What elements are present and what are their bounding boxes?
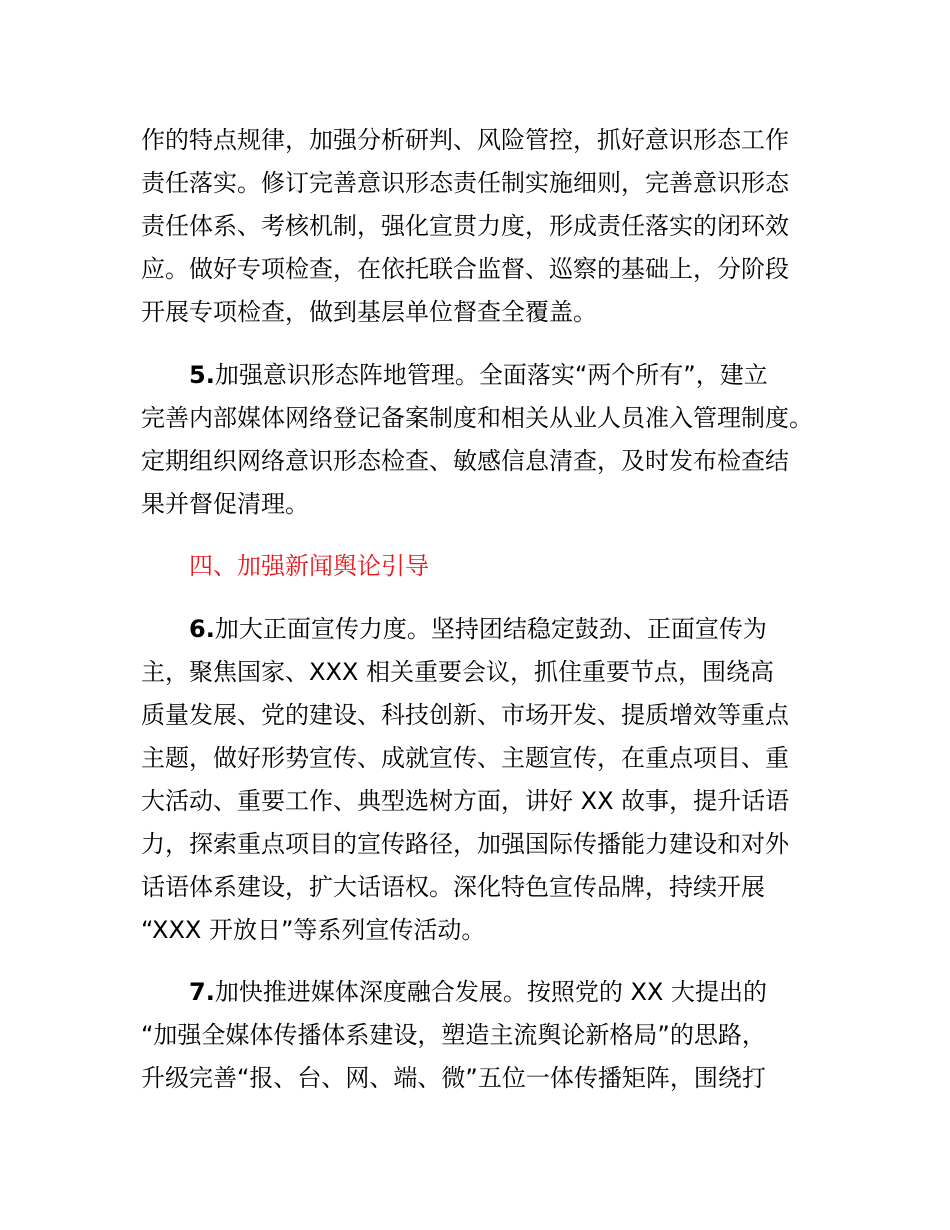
paragraph-line: 主，聚焦国家、XXX 相关重要会议，抓住重要节点，围绕高 [141, 658, 774, 686]
paragraph-line: “XXX 开放日”等系列宣传活动。 [141, 916, 486, 944]
paragraph-line: 责任落实。修订完善意识形态责任制实施细则，完善意识形态 [141, 169, 789, 197]
paragraph-line: 开展专项检查，做到基层单位督查全覆盖。 [141, 298, 597, 326]
item-6-first-line [189, 609, 767, 649]
paragraph-line: 作的特点规律，加强分析研判、风险管控，抓好意识形态工作 [141, 126, 789, 154]
paragraph-line: 应。做好专项检查，在依托联合监督、巡察的基础上，分阶段 [141, 255, 789, 283]
item-7-first-line [189, 972, 767, 1012]
paragraph-line: 加快推进媒体深度融合发展。按照党的 XX 大提出的 [214, 978, 767, 1006]
paragraph-line: 力，探索重点项目的宣传路径，加强国际传播能力建设和对外 [141, 830, 789, 858]
section-heading: 四、加强新闻舆论引导 [189, 552, 429, 580]
paragraph-line: 质量发展、党的建设、科技创新、市场开发、提质增效等重点 [141, 701, 789, 729]
paragraph-line: 话语体系建设，扩大话语权。深化特色宣传品牌，持续开展 [141, 873, 765, 901]
item-5-first-line [189, 355, 768, 395]
item-number: 7. [189, 978, 215, 1006]
paragraph-line: 大活动、重要工作、典型选树方面，讲好 XX 故事，提升话语 [141, 787, 790, 815]
paragraph-line: 完善内部媒体网络登记备案制度和相关从业人员准入管理制度。 [141, 404, 813, 432]
paragraph-line: 主题，做好形势宣传、成就宣传、主题宣传，在重点项目、重 [141, 744, 789, 772]
item-number: 6. [189, 615, 215, 643]
paragraph-line: “加强全媒体传播体系建设，塑造主流舆论新格局”的思路， [141, 1021, 766, 1049]
paragraph-line: 定期组织网络意识形态检查、敏感信息清查，及时发布检查结 [141, 447, 789, 475]
paragraph-line: 加强意识形态阵地管理。全面落实“两个所有”，建立 [214, 361, 768, 389]
paragraph-line: 升级完善“报、台、网、端、微”五位一体传播矩阵，围绕打 [141, 1064, 766, 1092]
paragraph-line: 果并督促清理。 [141, 490, 309, 518]
paragraph-line: 责任体系、考核机制，强化宣贯力度，形成责任落实的闭环效 [141, 212, 789, 240]
item-number: 5. [189, 361, 215, 389]
paragraph-line: 加大正面宣传力度。坚持团结稳定鼓劲、正面宣传为 [214, 615, 767, 643]
